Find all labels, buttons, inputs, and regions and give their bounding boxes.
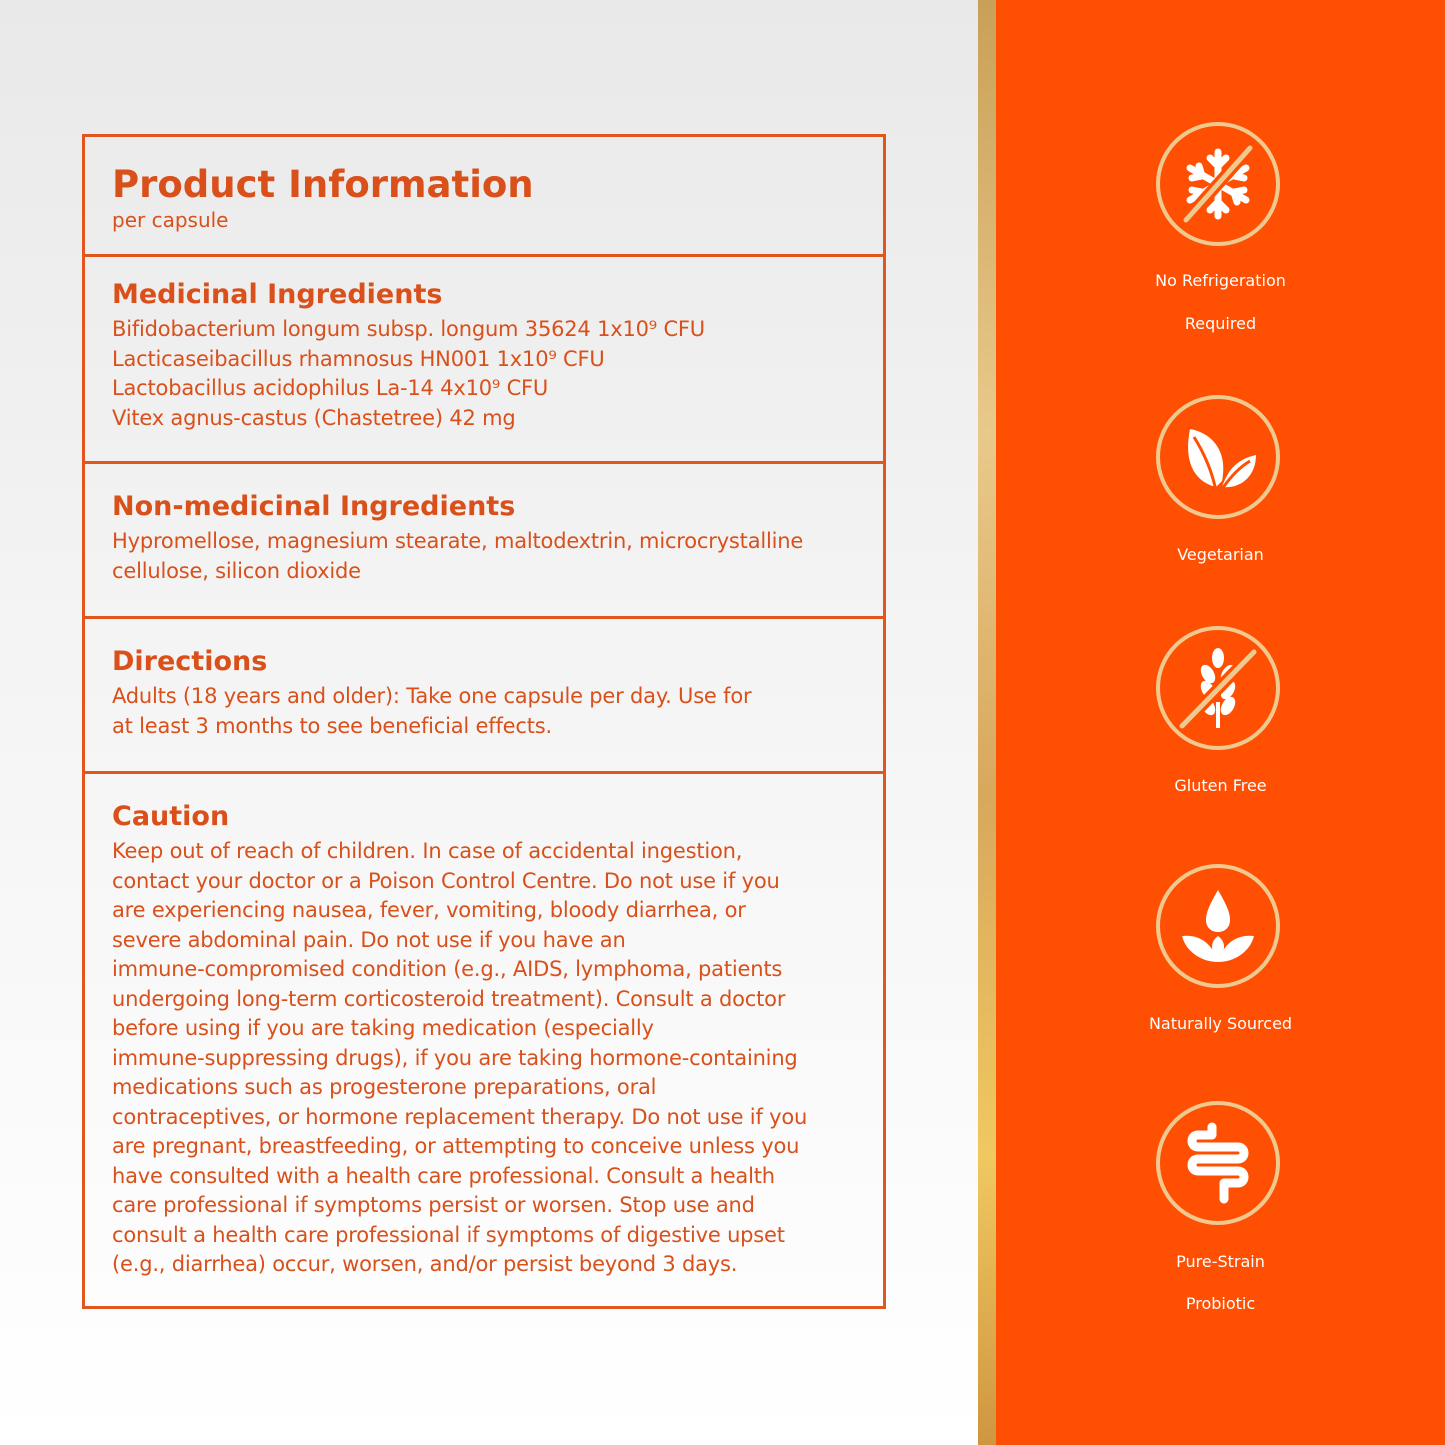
medicinal-title: Medicinal Ingredients [112,279,443,310]
caution-line: severe abdominal pain. Do not use if you have an [112,927,626,952]
feature-label: Vegetarian [1177,545,1264,564]
drop-sprout-icon [1156,864,1280,988]
directions-line: Adults (18 years and older): Take one capsule per day. Use for [112,684,752,708]
caution-line: medications such as progesterone preparations, oral [112,1075,657,1099]
feature-label: Probiotic [1185,1294,1256,1313]
directions-title: Directions [112,646,268,677]
page-title: Product Information [112,163,534,206]
caution-section [85,774,883,1306]
intestine-icon [1156,1101,1280,1225]
non-medicinal-line: Hypromellose, magnesium stearate, maltodextrin, microcrystalline [112,529,804,553]
no-snowflake-icon [1156,122,1280,246]
caution-line: contact your doctor or a Poison Control Centre. Do not use if you [112,868,780,893]
header-section [85,137,883,257]
non-medicinal-line: cellulose, silicon dioxide [112,558,361,583]
medicinal-line: Lacticaseibacillus rhamnosus HN001 1x10⁹ CFU [112,346,605,371]
caution-line: before using if you are taking medication (especially [112,1016,654,1040]
feature-label: Naturally Sourced [1148,1014,1293,1033]
non-medicinal-title: Non-medicinal Ingredients [112,491,516,522]
caution-line: consult a health care professional if symptoms of digestive upset [112,1222,785,1247]
leaves-icon [1156,395,1280,519]
caution-line: (e.g., diarrhea) occur, worsen, and/or persist beyond 3 days. [112,1252,738,1276]
medicinal-line: Vitex agnus-castus (Chastetree) 42 mg [112,405,516,430]
medicinal-line: Lactobacillus acidophilus La-14 4x10⁹ CFU [112,376,549,400]
caution-line: contraceptives, or hormone replacement therapy. Do not use if you [112,1104,808,1129]
caution-line: have consulted with a health care professional. Consult a health [112,1163,775,1188]
caution-line: immune-compromised condition (e.g., AIDS, lymphoma, patients [112,957,783,981]
directions-line: at least 3 months to see beneficial effects. [112,713,552,738]
caution-line: care professional if symptoms persist or worsen. Stop use and [112,1193,755,1217]
directions-section [85,619,883,774]
caution-line: undergoing long-term corticosteroid treatment). Consult a doctor [112,986,786,1011]
feature-label: Pure-Strain [1176,1252,1265,1271]
medicinal-section [85,257,883,464]
feature-label: Required [1184,314,1257,333]
gold-divider [978,0,996,1445]
no-wheat-icon [1156,626,1280,750]
feature-label: No Refrigeration [1155,271,1286,290]
caution-line: Keep out of reach of children. In case of accidental ingestion, [112,839,743,863]
caution-title: Caution [112,801,230,832]
caution-line: are experiencing nausea, fever, vomiting, bloody diarrhea, or [112,898,746,922]
non-medicinal-section [85,464,883,619]
caution-line: immune-suppressing drugs), if you are taking hormone-containing [112,1045,798,1070]
page-subtitle: per capsule [112,208,229,232]
feature-label: Gluten Free [1174,776,1267,795]
caution-text [112,837,863,1280]
medicinal-line: Bifidobacterium longum subsp. longum 35624 1x10⁹ CFU [112,317,705,341]
product-info-box [82,134,886,1309]
caution-line: are pregnant, breastfeeding, or attempting to conceive unless you [112,1134,800,1158]
features-panel [996,0,1445,1445]
